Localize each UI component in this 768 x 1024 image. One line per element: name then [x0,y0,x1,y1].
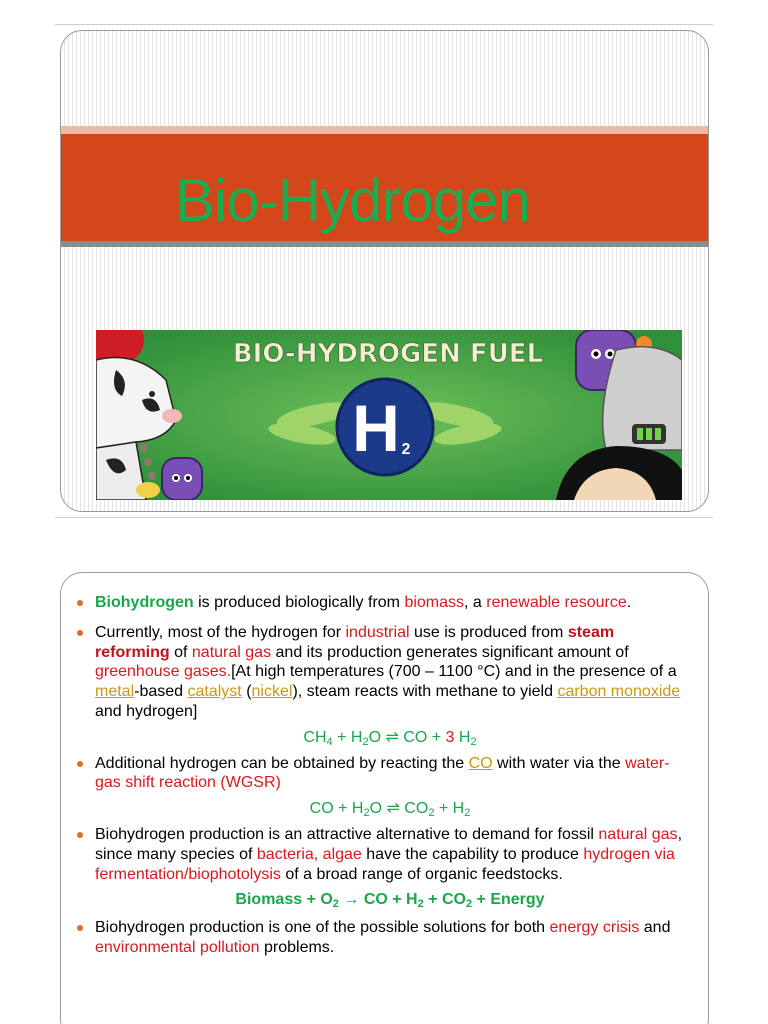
equation-biomass [95,890,685,910]
term-wgsr: water-gas shift reaction (WGSR) [95,754,670,792]
text: problems. [259,938,335,956]
term-energy-crisis: energy crisis [549,919,640,937]
term-biomass: biomass [404,594,465,611]
equation-steam-methane-reforming [95,728,685,748]
eq-subscript: 2 [363,807,370,820]
term-environmental-pollution: environmental pollution [95,938,260,956]
eq-subscript: 2 [332,898,339,911]
term-greenhouse-gases: greenhouse gases. [95,663,232,681]
text: use is produced from [409,623,568,641]
title-band-bottom-stripe [61,241,708,247]
slide-title: Bio-Hydrogen [175,167,530,234]
eq-part: CH [303,728,327,746]
text: Currently, most of the hydrogen for [95,623,346,641]
text: Biohydrogen production is one of the possible solutions for both [95,919,550,937]
title-band-top-stripe [61,126,708,134]
text: [At high temperatures (700 – 1100 °C) and in the presence of a [231,663,677,681]
eq-coefficient: 3 [445,728,455,746]
term-industrial: industrial [345,623,410,641]
link-nickel[interactable]: nickel [251,683,293,701]
term-natural-gas: natural gas [598,825,678,843]
eq-part: + Energy [472,891,545,909]
equation-water-gas-shift [95,799,685,819]
eq-part: O ⇌ CO + [368,728,446,746]
eq-part: H [454,728,471,746]
text: and its production generates significant amount of [271,643,629,661]
banner-heading: BIO-HYDROGEN FUEL [232,339,544,369]
page-divider-top [55,24,713,25]
term-fermentation-biophotolysis: hydrogen via fermentation/biophotolysis [95,845,675,883]
text: . [626,594,632,611]
eq-part: Biomass + O [235,891,333,909]
text: is produced biologically from [193,594,405,611]
page-divider-middle [55,517,713,518]
bullet-biohydrogen-definition [95,593,685,613]
term-biohydrogen: Biohydrogen [95,594,194,611]
text: with water via the [492,754,626,772]
text: , a [464,594,487,611]
eq-subscript: 2 [465,898,473,911]
term-steam-reforming: steam reforming [95,623,615,661]
eq-subscript: 2 [464,807,471,820]
link-carbon-monoxide[interactable]: carbon monoxide [557,683,681,701]
bullet-list [95,593,685,968]
bio-hydrogen-fuel-banner [96,330,682,500]
bullet-steam-reforming [95,623,685,722]
eq-part: + H [332,728,363,746]
term-natural-gas: natural gas [191,643,272,661]
eq-subscript: 2 [417,898,424,911]
h2-subscript: 2 [401,441,411,458]
text: ( [241,683,252,701]
term-renewable-resource: renewable resource [486,594,627,611]
text: have the capability to produce [361,845,584,863]
link-co[interactable]: CO [468,754,493,772]
bullet-possible-solutions [95,918,685,958]
text: of [169,643,192,661]
link-catalyst[interactable]: catalyst [187,683,242,701]
term-bacteria-algae: bacteria, algae [256,845,362,863]
eq-subscript: 2 [362,735,369,748]
bullet-biohydrogen-alternative [95,825,685,884]
eq-subscript: 4 [326,735,333,748]
text: , since many species of [95,825,683,863]
bullet-water-gas-shift [95,754,685,794]
text: Biohydrogen production is an attractive alternative to demand for fossil [95,825,599,843]
eq-part: + CO [423,891,466,909]
eq-part: → CO + H [338,891,418,909]
eq-part: + H [434,800,465,818]
text: of a broad range of organic feedstocks. [280,865,563,883]
content-slide [60,572,709,1024]
eq-part: O ⇌ CO [369,800,429,818]
eq-subscript: 2 [470,735,477,748]
text: Additional hydrogen can be obtained by reacting the [95,754,469,772]
text: and [639,919,671,937]
text: and hydrogen] [95,702,198,720]
text: -based [134,683,188,701]
link-metal[interactable]: metal [95,683,135,701]
text: ), steam reacts with methane to yield [292,683,558,701]
eq-part: CO + H [309,800,364,818]
h2-symbol: H [352,391,400,465]
eq-subscript: 2 [428,807,435,820]
